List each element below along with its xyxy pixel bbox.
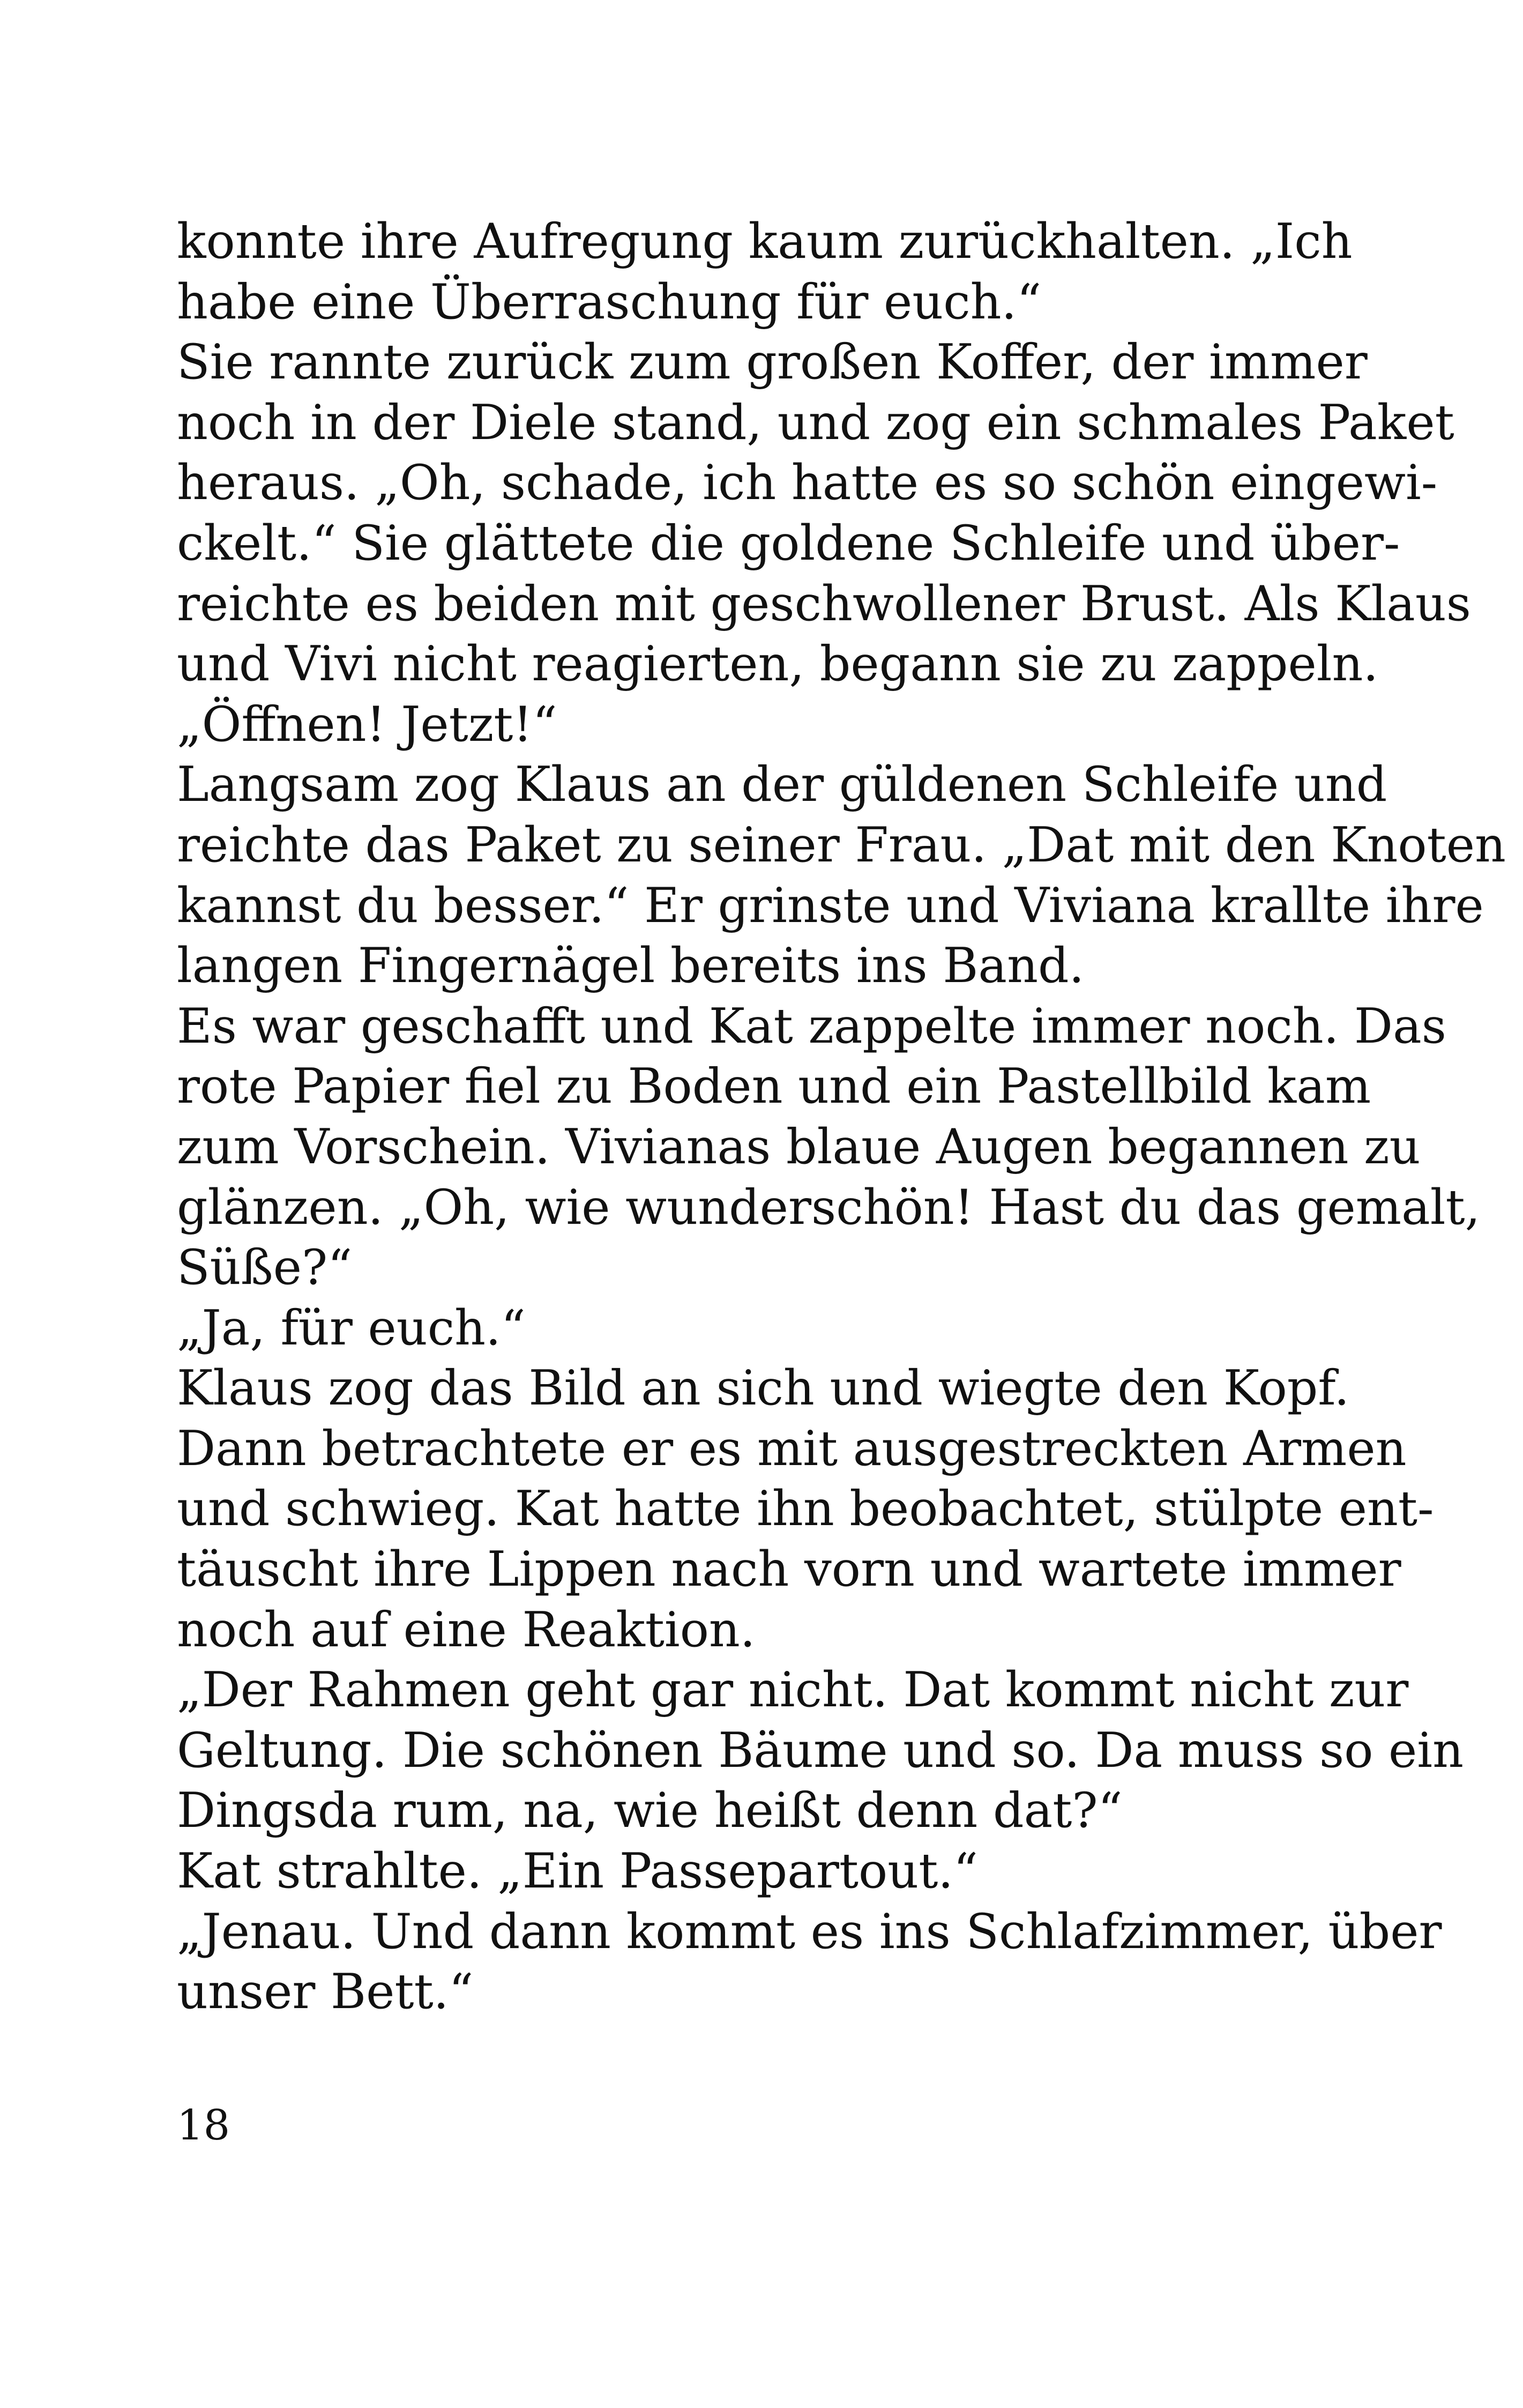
text-line: Dingsda rum, na, wie heißt denn dat?“ [177,1782,1123,1839]
paragraph [177,1902,1442,2023]
paragraph [177,332,1471,755]
text-line: reichte das Paket zu seiner Frau. „Dat mit den Knoten [177,816,1506,873]
text-line: „Ja, für euch.“ [177,1299,526,1356]
paragraph [177,1841,1313,1902]
text-line: Sie rannte zurück zum großen Koffer, der immer [177,334,1368,391]
text-line: und schwieg. Kat hatte ihn beobachtet, stülpte ent- [177,1481,1434,1537]
text-line: noch auf eine Reaktion. [177,1601,756,1658]
text-line: Kat strahlte. „Ein Passepartout.“ [177,1843,978,1900]
text-line: rote Papier fiel zu Boden und ein Pastellbild kam [177,1058,1371,1115]
text-line: „Öffnen! Jetzt!“ [177,696,557,753]
paragraph [177,1358,1434,1660]
text-line: habe eine Überraschung für euch.“ [177,273,1042,330]
page-number: 18 [177,2101,230,2150]
paragraph [177,755,1506,996]
text-line: Klaus zog das Bild an sich und wiegte den Kopf. [177,1360,1350,1417]
text-line: Süße?“ [177,1239,353,1296]
text-line: reichte es beiden mit geschwollener Brust. Als Klaus [177,575,1471,632]
text-line: und Vivi nicht reagierten, begann sie zu zappeln. [177,636,1379,693]
text-line: Geltung. Die schönen Bäume und so. Da muss so ein [177,1722,1464,1779]
text-line: ckelt.“ Sie glättete die goldene Schleife und über- [177,515,1400,571]
text-line: Dann betrachtete er es mit ausgestreckten Armen [177,1420,1407,1477]
text-line: Langsam zog Klaus an der güldenen Schleife und [177,756,1387,813]
text-line: „Der Rahmen geht gar nicht. Dat kommt nicht zur [177,1662,1409,1719]
text-line: glänzen. „Oh, wie wunderschön! Hast du das gemalt, [177,1179,1481,1236]
text-line: „Jenau. Und dann kommt es ins Schlafzimmer, über [177,1903,1442,1960]
paragraph [177,1660,1464,1841]
paragraph [177,1298,1313,1359]
text-line: langen Fingernägel bereits ins Band. [177,938,1085,994]
text-line: täuscht ihre Lippen nach vorn und wartete immer [177,1541,1401,1598]
text-line: Es war geschafft und Kat zappelte immer noch. Das [177,998,1446,1054]
text-line: zum Vorschein. Vivianas blaue Augen begannen zu [177,1118,1421,1175]
text-line: noch in der Diele stand, und zog ein schmales Paket [177,394,1454,451]
text-line: unser Bett.“ [177,1964,474,2020]
paragraph [177,212,1353,332]
text-line: konnte ihre Aufregung kaum zurückhalten. „Ich [177,213,1353,270]
paragraph [177,997,1481,1298]
text-line: heraus. „Oh, schade, ich hatte es so schön eingewi- [177,455,1438,511]
text-line: kannst du besser.“ Er grinste und Viviana krallte ihre [177,877,1484,934]
body-text [177,212,1506,2023]
